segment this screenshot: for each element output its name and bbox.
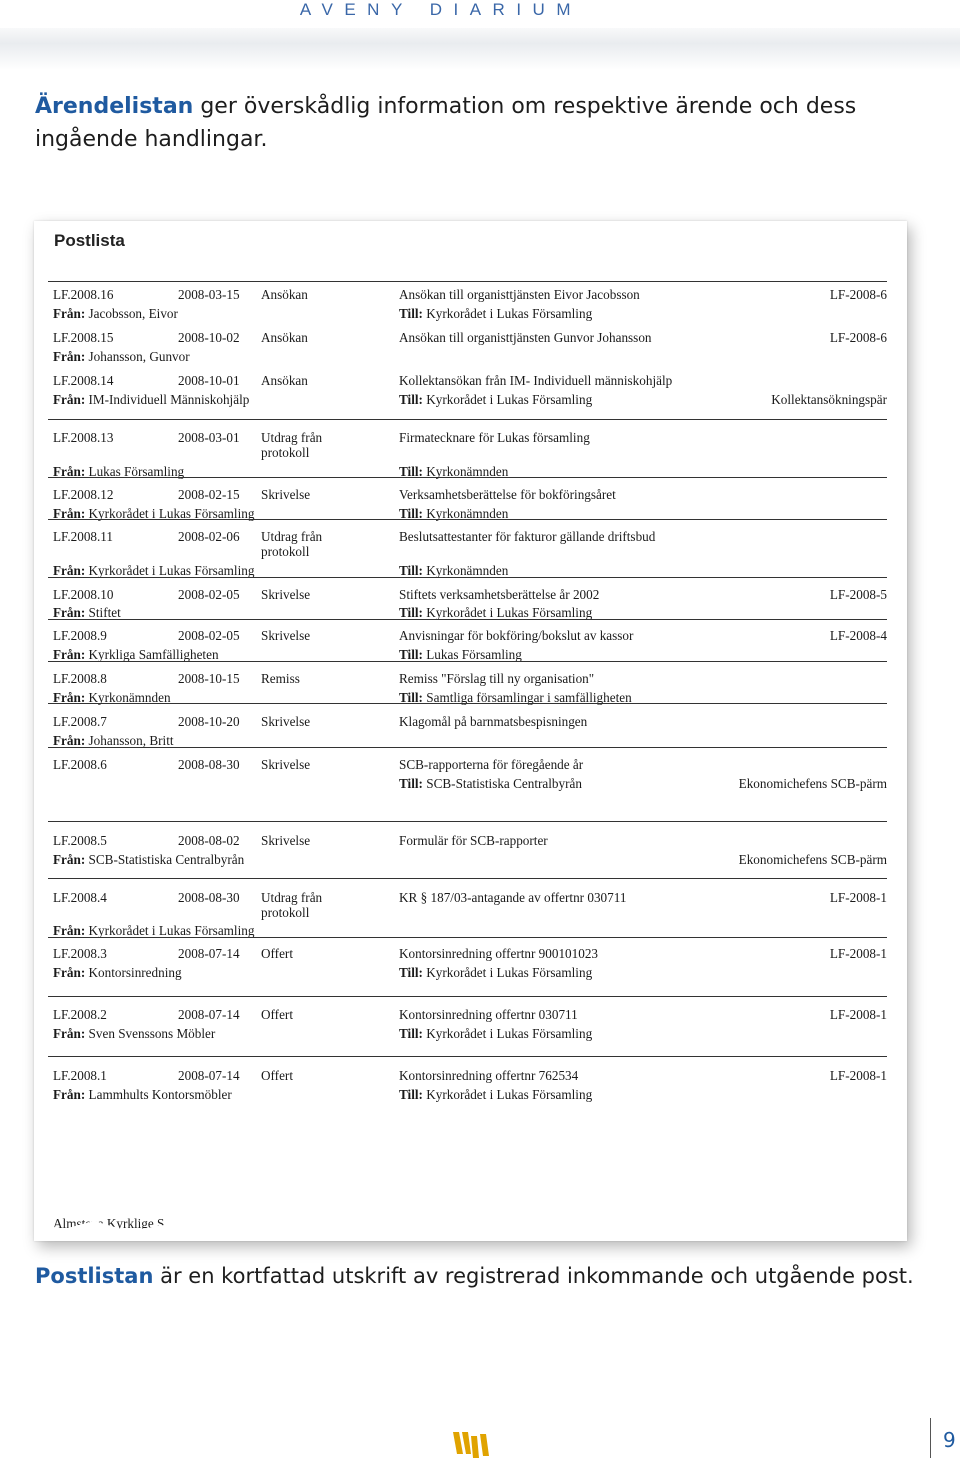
to-value: Kyrkorådet i Lukas Församling <box>426 1087 593 1102</box>
entry-type: Skrivelse <box>261 714 311 729</box>
entry-divider <box>48 878 887 879</box>
entry-description: Anvisningar för bokföring/bokslut av kassor <box>399 628 634 643</box>
entry-type: Ansökan <box>261 287 308 302</box>
to-value: Kyrkorådet i Lukas Församling <box>426 605 593 620</box>
caption-term: Postlistan <box>35 1264 154 1288</box>
from-value: Jacobsson, Eivor <box>88 306 178 321</box>
entry-description: Ansökan till organisttjänsten Eivor Jacobsson <box>399 287 640 302</box>
entry-id: LF.2008.7 <box>53 714 107 729</box>
from-label: Från: <box>53 647 86 662</box>
entry-divider <box>48 519 887 520</box>
footer-separator <box>930 1418 931 1458</box>
entry-id: LF.2008.16 <box>53 287 114 302</box>
from-label: Från: <box>53 605 86 620</box>
entry-type: Skrivelse <box>261 628 311 643</box>
from-label: Från: <box>53 965 86 980</box>
from-value: Stiftet <box>88 605 121 620</box>
entry-note: Kollektansökningspär <box>771 392 887 407</box>
entry-from <box>53 965 182 981</box>
entry-date: 2008-07-14 <box>178 1007 240 1022</box>
intro-text <box>35 90 935 156</box>
entry-to <box>399 965 592 981</box>
page-number: 9 <box>943 1428 956 1452</box>
entry-type: Offert <box>261 946 293 961</box>
from-value: Johansson, Britt <box>88 733 174 748</box>
entry-description: Kontorsinredning offertnr 762534 <box>399 1068 579 1083</box>
entry-reference: LF-2008-5 <box>829 587 887 602</box>
entry-id: LF.2008.6 <box>53 757 107 772</box>
entry-type: Ansökan <box>261 373 308 388</box>
from-value: IM-Individuell Människohjälp <box>88 392 250 407</box>
header-band <box>0 0 960 70</box>
entry-type: Offert <box>261 1007 293 1022</box>
entry-id: LF.2008.15 <box>53 330 114 345</box>
from-value: Kyrkliga Samfälligheten <box>88 647 219 662</box>
to-value: Kyrkorådet i Lukas Församling <box>426 392 593 407</box>
entry-divider <box>48 747 887 748</box>
to-value: Kyrkorådet i Lukas Församling <box>426 965 593 980</box>
entry-date: 2008-07-14 <box>178 946 240 961</box>
to-value: Kyrkorådet i Lukas Församling <box>426 306 593 321</box>
entry-date: 2008-07-14 <box>178 1068 240 1083</box>
entry-type: Remiss <box>261 671 300 686</box>
entry-note: Ekonomichefens SCB-pärm <box>738 852 887 867</box>
to-label: Till: <box>399 1026 423 1041</box>
entry-date: 2008-10-20 <box>178 714 240 729</box>
to-value: Samtliga församlingar i samfälligheten <box>426 690 632 705</box>
from-value: Kyrkorådet i Lukas Församling <box>88 923 255 938</box>
entry-id: LF.2008.14 <box>53 373 114 388</box>
entry-description: Firmatecknare för Lukas församling <box>399 430 590 445</box>
from-label: Från: <box>53 306 86 321</box>
from-value: Kyrkorådet i Lukas Församling <box>88 506 255 521</box>
entry-date: 2008-02-15 <box>178 487 240 502</box>
entry-type: Skrivelse <box>261 487 311 502</box>
from-value: Kontorsinredning <box>88 965 182 980</box>
entry-type: Ansökan <box>261 330 308 345</box>
entry-divider <box>48 937 887 938</box>
entry-date: 2008-02-05 <box>178 628 240 643</box>
entry-id: LF.2008.9 <box>53 628 107 643</box>
entry-divider <box>48 477 887 478</box>
entry-description: Klagomål på barnmatsbespisningen <box>399 714 588 729</box>
to-label: Till: <box>399 464 423 479</box>
entry-description: Remiss "Förslag till ny organisation" <box>399 671 595 686</box>
from-label: Från: <box>53 506 86 521</box>
to-label: Till: <box>399 1087 423 1102</box>
to-label: Till: <box>399 392 423 407</box>
entry-from <box>53 306 178 322</box>
from-value: Sven Svenssons Möbler <box>88 1026 216 1041</box>
entry-from <box>53 392 249 408</box>
entry-reference: LF-2008-1 <box>829 946 887 961</box>
entry-date: 2008-02-05 <box>178 587 240 602</box>
entry-description: Beslutsattestanter för fakturor gällande driftsbud <box>399 529 656 544</box>
entry-divider <box>48 703 887 704</box>
entry-divider <box>48 281 887 282</box>
to-label: Till: <box>399 965 423 980</box>
entry-type: Skrivelse <box>261 587 311 602</box>
entry-description: Stiftets verksamhetsberättelse år 2002 <box>399 587 600 602</box>
to-value: Kyrkonämnden <box>426 464 509 479</box>
from-value: Kyrkonämnden <box>88 690 171 705</box>
entry-to <box>399 392 592 408</box>
from-label: Från: <box>53 852 86 867</box>
to-value: Kyrkonämnden <box>426 563 509 578</box>
entry-divider <box>48 577 887 578</box>
entry-id: LF.2008.4 <box>53 890 107 905</box>
entry-to <box>399 306 592 322</box>
to-label: Till: <box>399 506 423 521</box>
entry-id: LF.2008.3 <box>53 946 107 961</box>
from-label: Från: <box>53 1026 86 1041</box>
entry-divider <box>48 996 887 997</box>
entry-from <box>53 1026 215 1042</box>
entry-reference: LF-2008-4 <box>829 628 887 643</box>
intro-rest: ger överskådlig information om respektive ärende och dess ingående handlingar. <box>35 94 857 152</box>
entry-date: 2008-08-30 <box>178 757 240 772</box>
torn-edge-icon <box>34 1181 907 1241</box>
entry-id: LF.2008.5 <box>53 833 107 848</box>
from-value: SCB-Statistiska Centralbyrån <box>88 852 245 867</box>
to-value: Kyrkonämnden <box>426 506 509 521</box>
to-label: Till: <box>399 563 423 578</box>
entry-description: Kontorsinredning offertnr 900101023 <box>399 946 599 961</box>
entry-divider <box>48 619 887 620</box>
entry-description: SCB-rapporterna för föregående år <box>399 757 584 772</box>
from-value: Kyrkorådet i Lukas Församling <box>88 563 255 578</box>
entry-date: 2008-10-02 <box>178 330 240 345</box>
to-value: Kyrkorådet i Lukas Församling <box>426 1026 593 1041</box>
entry-reference: LF-2008-6 <box>829 287 887 302</box>
entry-to <box>399 1026 592 1042</box>
entry-date: 2008-10-15 <box>178 671 240 686</box>
entry-date: 2008-03-15 <box>178 287 240 302</box>
entry-description: Formulär för SCB-rapporter <box>399 833 548 848</box>
entry-date: 2008-03-01 <box>178 430 240 445</box>
entry-to <box>399 776 582 792</box>
entry-id: LF.2008.13 <box>53 430 114 445</box>
entry-from <box>53 1087 232 1103</box>
to-value: Lukas Församling <box>426 647 522 662</box>
from-label: Från: <box>53 349 86 364</box>
from-label: Från: <box>53 1087 86 1102</box>
entry-id: LF.2008.12 <box>53 487 114 502</box>
entry-note: Ekonomichefens SCB-pärm <box>738 776 887 791</box>
from-value: Lammhults Kontorsmöbler <box>88 1087 232 1102</box>
entry-type: Skrivelse <box>261 757 311 772</box>
entry-type: Utdrag från protokoll <box>261 890 323 920</box>
entry-id: LF.2008.8 <box>53 671 107 686</box>
from-label: Från: <box>53 392 86 407</box>
from-value: Johansson, Gunvor <box>88 349 190 364</box>
entry-reference: LF-2008-6 <box>829 330 887 345</box>
to-label: Till: <box>399 306 423 321</box>
entry-divider <box>48 661 887 662</box>
entry-from <box>53 349 190 365</box>
entry-from <box>53 852 244 868</box>
postlista-title: Postlista <box>54 231 125 250</box>
entry-type: Utdrag från protokoll <box>261 529 323 559</box>
entry-date: 2008-10-01 <box>178 373 240 388</box>
footer-fragment-text: Almstena Kyrklige S <box>53 1216 165 1231</box>
to-value: SCB-Statistiska Centralbyrån <box>426 776 582 791</box>
entry-reference: LF-2008-1 <box>829 1007 887 1022</box>
from-label: Från: <box>53 923 86 938</box>
to-label: Till: <box>399 690 423 705</box>
entry-id: LF.2008.11 <box>53 529 113 544</box>
entry-divider <box>48 821 887 822</box>
entry-type: Offert <box>261 1068 293 1083</box>
entry-description: Kollektansökan från IM- Individuell människohjälp <box>399 373 673 388</box>
to-label: Till: <box>399 647 423 662</box>
entry-description: Verksamhetsberättelse för bokföringsåret <box>399 487 616 502</box>
aveny-logo-icon <box>453 1432 489 1460</box>
from-label: Från: <box>53 464 86 479</box>
from-label: Från: <box>53 690 86 705</box>
postlista-document <box>34 221 907 1241</box>
entry-type: Skrivelse <box>261 833 311 848</box>
brand-title: AVENY DIARIUM <box>299 0 582 19</box>
entry-id: LF.2008.2 <box>53 1007 107 1022</box>
entry-divider <box>48 1056 887 1057</box>
entry-date: 2008-08-02 <box>178 833 240 848</box>
caption-rest: är en kortfattad utskrift av registrerad inkommande och utgående post. <box>153 1264 914 1288</box>
entry-type: Utdrag från protokoll <box>261 430 323 460</box>
intro-term: Ärendelistan <box>35 94 194 119</box>
entry-divider <box>48 419 887 420</box>
entry-description: KR § 187/03-antagande av offertnr 030711 <box>399 890 627 905</box>
caption-text <box>35 1264 914 1288</box>
entry-date: 2008-08-30 <box>178 890 240 905</box>
to-label: Till: <box>399 776 423 791</box>
from-label: Från: <box>53 733 86 748</box>
entry-id: LF.2008.1 <box>53 1068 107 1083</box>
entry-reference: LF-2008-1 <box>829 890 887 905</box>
entry-description: Ansökan till organisttjänsten Gunvor Johansson <box>399 330 652 345</box>
to-label: Till: <box>399 605 423 620</box>
entry-description: Kontorsinredning offertnr 030711 <box>399 1007 578 1022</box>
entry-reference: LF-2008-1 <box>829 1068 887 1083</box>
from-value: Lukas Församling <box>88 464 185 479</box>
entry-id: LF.2008.10 <box>53 587 114 602</box>
from-label: Från: <box>53 563 86 578</box>
entry-to <box>399 1087 592 1103</box>
entry-date: 2008-02-06 <box>178 529 240 544</box>
